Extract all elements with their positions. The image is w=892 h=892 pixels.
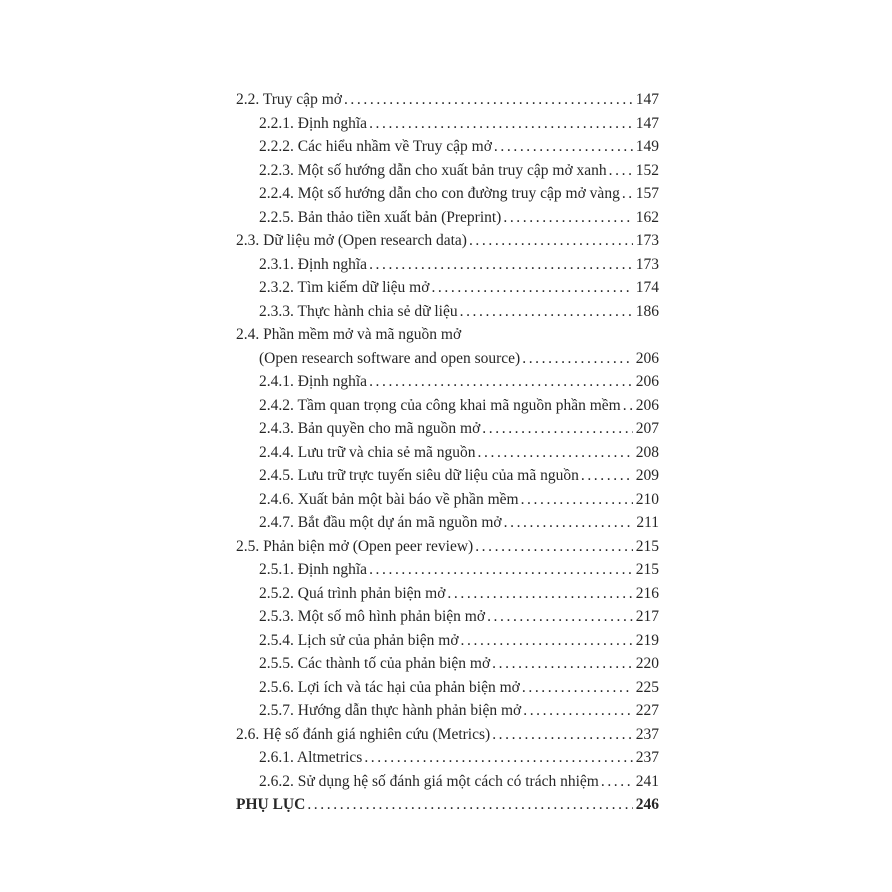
toc-entry-page: 246 (635, 796, 659, 813)
toc-entry-page: 206 (635, 373, 659, 390)
toc-entry (236, 488, 659, 512)
toc-entry (236, 323, 659, 347)
toc-entry-label: 2.5.1. Định nghĩa (259, 561, 368, 578)
toc-entry-page: 215 (635, 561, 659, 578)
toc-entry-label: 2.4.7. Bắt đầu một dự án mã nguồn mở (259, 514, 502, 531)
toc-leader-dots (492, 723, 633, 747)
toc-entry (236, 300, 659, 324)
toc-leader-dots (307, 793, 632, 817)
toc-leader-dots (609, 159, 633, 183)
toc-entry-label: 2.2.3. Một số hướng dẫn cho xuất bản truy cập mở xanh (259, 161, 607, 179)
toc-entry (236, 699, 659, 723)
toc-entry-label: 2.4.2. Tầm quan trọng của công khai mã nguồn phần mềm (259, 396, 621, 414)
toc-entry-page: 147 (635, 91, 659, 108)
toc-entry (236, 723, 659, 747)
toc-entry (236, 394, 659, 418)
toc-entry-page: 174 (635, 279, 659, 296)
toc-entry-label: 2.3.1. Định nghĩa (259, 255, 368, 273)
toc-entry (236, 276, 659, 300)
toc-entry-label: 2.6.1. Altmetrics (259, 749, 363, 766)
toc-entry-page: 162 (635, 208, 659, 226)
toc-entry-page: 209 (635, 467, 659, 484)
toc-entry-page: 215 (635, 537, 659, 555)
toc-entry-label: (Open research software and open source) (259, 349, 521, 367)
toc-leader-dots (503, 206, 632, 230)
toc-entry-label: 2.3. Dữ liệu mở (Open research data) (236, 232, 467, 249)
toc-entry-label: 2.5. Phản biện mở (Open peer review) (236, 537, 474, 555)
toc-entry-label: 2.5.6. Lợi ích và tác hại của phản biện mở (259, 678, 520, 696)
toc-entry (236, 417, 659, 441)
toc-entry (236, 582, 659, 606)
toc-entry-page: 152 (635, 161, 659, 179)
toc-leader-dots (461, 629, 633, 653)
toc-entry (236, 206, 659, 230)
toc-leader-dots (447, 582, 632, 606)
toc-entry-page: 211 (636, 514, 659, 531)
toc-leader-dots (623, 394, 633, 418)
toc-entry-page: 157 (635, 185, 659, 202)
toc-entry-label: 2.2.4. Một số hướng dẫn cho con đường truy cập mở vàng (259, 185, 620, 202)
toc-entry (236, 676, 659, 700)
toc-entry-page: 227 (635, 702, 659, 719)
toc-entry-page: 220 (635, 655, 659, 672)
toc-entry-label: 2.3.2. Tìm kiếm dữ liệu mở (259, 279, 430, 296)
toc-entry-label: 2.5.2. Quá trình phản biện mở (259, 584, 446, 602)
toc-leader-dots (522, 347, 633, 371)
toc-leader-dots (475, 535, 633, 559)
toc-entry (236, 370, 659, 394)
toc-entry-label: 2.4.5. Lưu trữ trực tuyến siêu dữ liệu của mã nguồn (259, 467, 579, 484)
toc-entry (236, 605, 659, 629)
toc-entry (236, 770, 659, 794)
toc-entry (236, 182, 659, 206)
toc-entry (236, 159, 659, 183)
toc-entry-page: 173 (635, 232, 659, 249)
toc-leader-dots (344, 88, 633, 112)
toc-leader-dots (369, 558, 633, 582)
toc-leader-dots (469, 229, 633, 253)
toc-entry (236, 652, 659, 676)
toc-entry-label: 2.4.1. Định nghĩa (259, 373, 368, 390)
table-of-contents (236, 88, 659, 817)
toc-entry-page: 237 (635, 725, 659, 743)
toc-leader-dots (369, 112, 633, 136)
toc-entry (236, 112, 659, 136)
toc-entry-label: PHỤ LỤC (236, 796, 306, 813)
toc-leader-dots (492, 652, 633, 676)
toc-entry-label: 2.6. Hệ số đánh giá nghiên cứu (Metrics) (236, 725, 491, 743)
toc-entry (236, 88, 659, 112)
toc-entry-page: 225 (635, 678, 659, 696)
toc-entry-label: 2.5.5. Các thành tố của phản biện mở (259, 655, 491, 672)
toc-entry-page: 173 (635, 255, 659, 273)
toc-entry-page: 206 (635, 349, 659, 367)
toc-leader-dots (504, 511, 634, 535)
toc-entry (236, 558, 659, 582)
toc-entry-page: 217 (635, 608, 659, 625)
toc-leader-dots (369, 370, 633, 394)
toc-entry-page: 219 (635, 631, 659, 649)
toc-entry-label: 2.4.4. Lưu trữ và chia sẻ mã nguồn (259, 443, 476, 461)
toc-entry (236, 229, 659, 253)
toc-leader-dots (431, 276, 632, 300)
toc-entry (236, 746, 659, 770)
toc-entry (236, 441, 659, 465)
toc-entry-label: 2.2.5. Bản thảo tiền xuất bản (Preprint) (259, 208, 502, 226)
toc-leader-dots (478, 441, 633, 465)
toc-entry (236, 535, 659, 559)
toc-leader-dots (523, 699, 633, 723)
toc-entry (236, 347, 659, 371)
toc-entry-page: 241 (635, 772, 659, 790)
toc-entry-label: 2.4.6. Xuất bản một bài báo về phần mềm (259, 490, 519, 508)
toc-entry-page: 147 (635, 114, 659, 132)
toc-leader-dots (522, 676, 633, 700)
toc-leader-dots (369, 253, 633, 277)
toc-entry-page: 208 (635, 443, 659, 461)
toc-entry-page: 207 (635, 420, 659, 437)
toc-entry-page: 149 (635, 138, 659, 155)
toc-entry (236, 793, 659, 817)
toc-entry (236, 253, 659, 277)
toc-leader-dots (581, 464, 633, 488)
toc-entry-page: 210 (635, 490, 659, 508)
toc-leader-dots (487, 605, 633, 629)
toc-entry-label: 2.6.2. Sử dụng hệ số đánh giá một cách có trách nhiệm (259, 772, 599, 790)
toc-entry-label: 2.4.3. Bản quyền cho mã nguồn mở (259, 420, 481, 437)
toc-entry-label: 2.2.1. Định nghĩa (259, 114, 368, 132)
toc-leader-dots (364, 746, 632, 770)
toc-leader-dots (460, 300, 633, 324)
toc-entry-label: 2.5.4. Lịch sử của phản biện mở (259, 631, 459, 649)
toc-leader-dots (521, 488, 633, 512)
toc-leader-dots (494, 135, 633, 159)
toc-entry-label: 2.5.3. Một số mô hình phản biện mở (259, 608, 486, 625)
toc-entry-page: 186 (635, 302, 659, 320)
toc-entry-label: 2.3.3. Thực hành chia sẻ dữ liệu (259, 302, 458, 320)
toc-entry (236, 511, 659, 535)
toc-entry (236, 464, 659, 488)
toc-leader-dots (482, 417, 632, 441)
toc-entry-label: 2.2. Truy cập mở (236, 91, 342, 108)
toc-entry-label: 2.5.7. Hướng dẫn thực hành phản biện mở (259, 702, 522, 719)
toc-leader-dots (622, 182, 633, 206)
toc-leader-dots (601, 770, 633, 794)
toc-entry-page: 206 (635, 396, 659, 414)
toc-entry-label: 2.2.2. Các hiểu nhầm về Truy cập mở (259, 138, 492, 155)
toc-entry (236, 135, 659, 159)
toc-entry-page: 216 (635, 584, 659, 602)
toc-entry-page: 237 (635, 749, 659, 766)
toc-entry (236, 629, 659, 653)
toc-entry-label: 2.4. Phần mềm mở và mã nguồn mở (236, 326, 462, 343)
